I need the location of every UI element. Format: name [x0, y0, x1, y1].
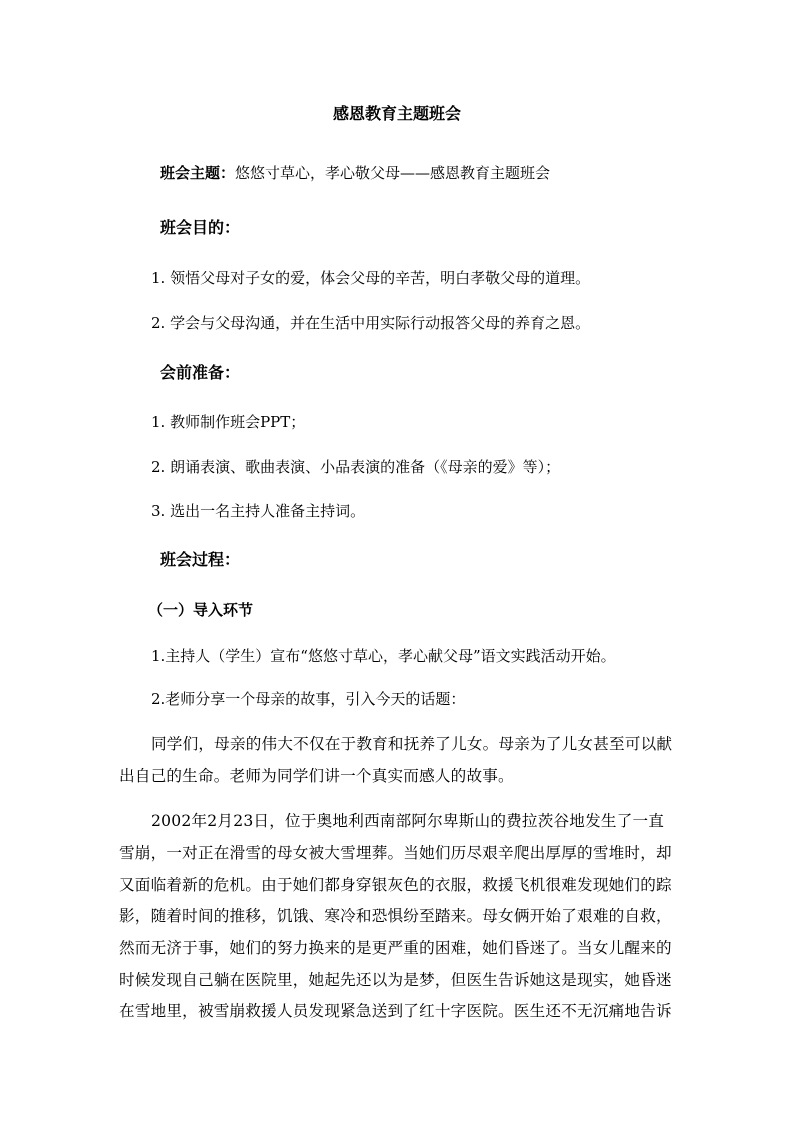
prep-item-3: 3. 选出一名主持人准备主持词。 [151, 502, 366, 520]
prep-item-2: 2. 朗诵表演、歌曲表演、小品表演的准备（《母亲的爱》等）； [151, 458, 561, 476]
para2-line-1: 2002年2月23日，位于奥地利西南部阿尔卑斯山的费拉茨谷地发生了一直 [151, 812, 665, 830]
goal-item-2: 2. 学会与父母沟通，并在生活中用实际行动报答父母的养育之恩。 [151, 314, 591, 332]
section1-heading: （一）导入环节 [148, 601, 254, 619]
section1-item-2: 2.老师分享一个母亲的故事，引入今天的话题： [151, 690, 466, 708]
para2-line-5: 然而无济于事，她们的努力换来的是更严重的困难，她们昏迷了。当女儿醒来的 [119, 939, 672, 957]
para2-line-3: 又面临着新的危机。由于她们都身穿银灰色的衣服，救援飞机很难发现她们的踪 [119, 876, 672, 894]
para2-line-4: 影，随着时间的推移，饥饿、寒冷和恐惧纷至踏来。母女俩开始了艰难的自救， [119, 907, 672, 925]
section1-item-1: 1.主持人（学生）宣布“悠悠寸草心，孝心献父母”语文实践活动开始。 [151, 647, 616, 665]
para1-line-1: 同学们，母亲的伟大不仅在于教育和抚养了儿女。母亲为了儿女甚至可以献 [151, 735, 673, 753]
theme-text: 悠悠寸草心，孝心敬父母——感恩教育主题班会 [235, 164, 551, 182]
theme-line [160, 163, 550, 183]
preparation-heading: 会前准备： [160, 363, 241, 382]
para1-line-2: 出自己的生命。老师为同学们讲一个真实而感人的故事。 [119, 767, 514, 785]
page-title: 感恩教育主题班会 [332, 104, 461, 123]
prep-item-1: 1. 教师制作班会PPT； [151, 413, 306, 431]
para2-line-2: 雪崩，一对正在滑雪的母女被大雪埋葬。当她们历尽艰辛爬出厚厚的雪堆时，却 [119, 844, 672, 862]
goal-item-1: 1. 领悟父母对子女的爱，体会父母的辛苦，明白孝敬父母的道理。 [151, 269, 591, 287]
goals-heading: 班会目的： [160, 218, 241, 237]
theme-label: 班会主题： [160, 164, 236, 182]
process-heading: 班会过程： [160, 550, 241, 569]
para2-line-6: 时候发现自己躺在医院里，她起先还以为是梦，但医生告诉她这是现实，她昏迷 [119, 971, 672, 989]
para2-line-7: 在雪地里，被雪崩救援人员发现紧急送到了红十字医院。医生还不无沉痛地告诉 [119, 1002, 672, 1020]
